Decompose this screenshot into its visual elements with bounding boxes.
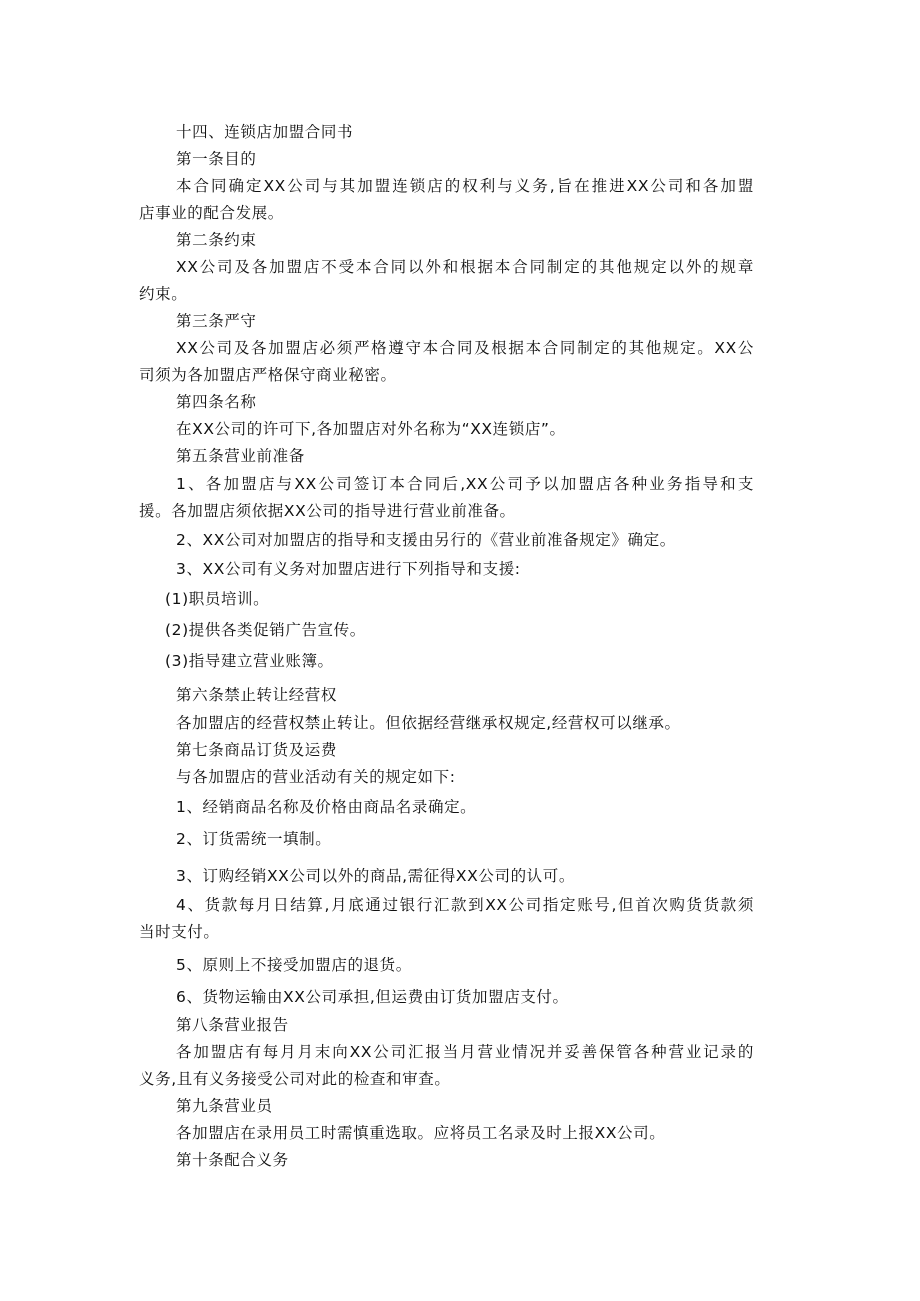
paragraph-line: 约束。 <box>139 285 188 303</box>
paragraph-line: XX公司及各加盟店不受本合同以外和根据本合同制定的其他规定以外的规章 <box>176 258 754 276</box>
paragraph-line: 4、货款每月日结算,月底通过银行汇款到XX公司指定账号,但首次购货货款须 <box>176 896 754 914</box>
paragraph-line: 3、XX公司有义务对加盟店进行下列指导和支援: <box>176 560 521 578</box>
paragraph-line: 3、订购经销XX公司以外的商品,需征得XX公司的认可。 <box>176 867 575 885</box>
paragraph-line: 1、各加盟店与XX公司签订本合同后,XX公司予以加盟店各种业务指导和支 <box>176 475 754 493</box>
section-heading: 第二条约束 <box>176 231 257 249</box>
section-heading: 第六条禁止转让经营权 <box>176 686 338 704</box>
paragraph-line: 6、货物运输由XX公司承担,但运费由订货加盟店支付。 <box>176 988 569 1006</box>
section-heading: 第八条营业报告 <box>176 1016 289 1034</box>
paragraph-line: 2、订货需统一填制。 <box>176 830 332 848</box>
paragraph-line: 司须为各加盟店严格保守商业秘密。 <box>139 366 397 384</box>
section-heading: 第九条营业员 <box>176 1097 273 1115</box>
section-heading: 第五条营业前准备 <box>176 447 305 465</box>
list-item: (3)指导建立营业账簿。 <box>165 652 334 670</box>
paragraph-line: 各加盟店的经营权禁止转让。但依据经营继承权规定,经营权可以继承。 <box>176 714 681 732</box>
paragraph-line: 5、原则上不接受加盟店的退货。 <box>176 956 412 974</box>
paragraph-line: 1、经销商品名称及价格由商品名录确定。 <box>176 798 477 816</box>
section-heading: 第三条严守 <box>176 312 257 330</box>
section-heading: 第一条目的 <box>176 150 257 168</box>
list-item: (2)提供各类促销广告宣传。 <box>165 621 366 639</box>
document-title: 十四、连锁店加盟合同书 <box>176 123 354 141</box>
paragraph-line: XX公司及各加盟店必须严格遵守本合同及根据本合同制定的其他规定。XX公 <box>176 339 754 357</box>
paragraph-line: 与各加盟店的营业活动有关的规定如下: <box>176 768 456 786</box>
paragraph-line: 店事业的配合发展。 <box>139 204 284 222</box>
section-heading: 第七条商品订货及运费 <box>176 741 338 759</box>
paragraph-line: 援。各加盟店须依据XX公司的指导进行营业前准备。 <box>139 502 516 520</box>
list-item: (1)职员培训。 <box>165 590 270 608</box>
paragraph-line: 2、XX公司对加盟店的指导和支援由另行的《营业前准备规定》确定。 <box>176 531 676 549</box>
paragraph-line: 各加盟店在录用员工时需慎重选取。应将员工名录及时上报XX公司。 <box>176 1124 666 1142</box>
section-heading: 第四条名称 <box>176 393 257 411</box>
paragraph-line: 在XX公司的许可下,各加盟店对外名称为“XX连锁店”。 <box>176 420 566 438</box>
paragraph-line: 当时支付。 <box>139 923 220 941</box>
paragraph-line: 各加盟店有每月月末向XX公司汇报当月营业情况并妥善保管各种营业记录的 <box>176 1043 754 1061</box>
paragraph-line: 本合同确定XX公司与其加盟连锁店的权利与义务,旨在推进XX公司和各加盟 <box>176 177 754 195</box>
section-heading: 第十条配合义务 <box>176 1151 289 1169</box>
paragraph-line: 义务,且有义务接受公司对此的检查和审查。 <box>139 1070 451 1088</box>
